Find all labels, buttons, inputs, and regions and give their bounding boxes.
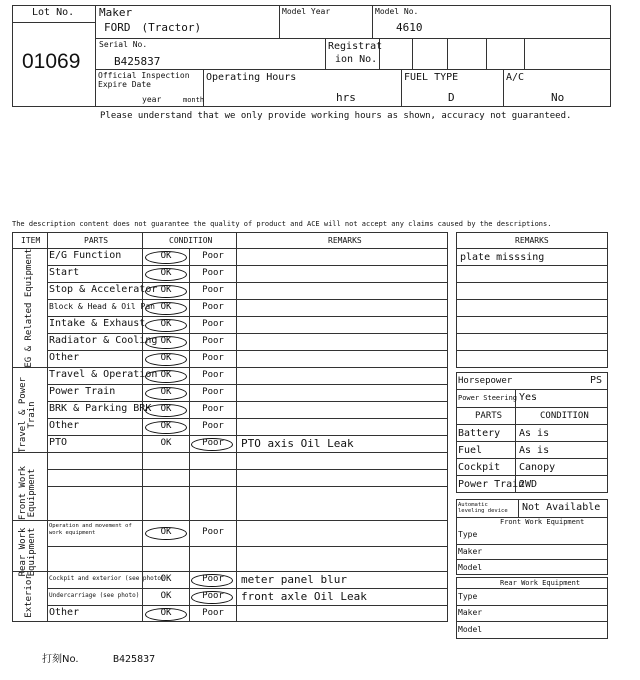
table-divider <box>236 232 237 622</box>
part-label: E/G Function <box>49 250 122 261</box>
remarks-divider <box>456 248 608 249</box>
poor-option[interactable]: Poor <box>202 353 224 363</box>
table-divider <box>47 232 48 622</box>
header-frame <box>12 5 611 107</box>
registration-label: ion No. <box>335 54 378 65</box>
serial-value: B425837 <box>114 55 161 68</box>
model-no-value: 4610 <box>396 21 423 34</box>
spec-divider <box>456 441 608 442</box>
ok-selected-mark <box>145 319 187 332</box>
header-divider <box>524 38 525 70</box>
remark-text: front axle Oil Leak <box>241 590 367 603</box>
row-divider <box>47 401 448 402</box>
rear-maker-label: Maker <box>458 608 483 617</box>
header-divider <box>325 38 326 70</box>
row-divider <box>47 350 448 351</box>
group-divider <box>12 452 448 453</box>
spec-divider <box>456 458 608 459</box>
remarks-divider <box>456 350 608 351</box>
spec-divider <box>456 475 608 476</box>
part-label: BRK & Parking BRK <box>49 403 152 414</box>
spec-condition-value: Canopy <box>519 462 556 473</box>
ok-selected-mark <box>145 302 187 315</box>
front-type-label: Type <box>458 530 478 539</box>
power-steering-label: Power Steering <box>458 394 518 402</box>
front-maker-label: Maker <box>458 547 483 556</box>
poor-option[interactable]: Poor <box>202 608 224 618</box>
part-label: Undercarriage (see photo) <box>49 591 140 599</box>
group-divider <box>12 571 448 572</box>
col-condition-header: CONDITION <box>169 236 213 245</box>
part-label: Travel & Operation <box>49 369 158 380</box>
ac-value: No <box>551 91 565 104</box>
model-no-label: Model No. <box>375 7 419 16</box>
horsepower-label: Horsepower <box>458 376 513 386</box>
ok-option[interactable]: OK <box>160 527 172 537</box>
header-divider <box>401 69 402 107</box>
remarks-divider <box>456 282 608 283</box>
auto-leveling-label: Automatic leveling device <box>458 502 508 515</box>
row-divider <box>47 316 448 317</box>
part-label: Stop & Accelerator <box>49 284 158 295</box>
ok-selected-mark <box>145 421 187 434</box>
registration-label: Registrat <box>328 41 383 52</box>
part-label: Power Train <box>49 386 116 397</box>
ok-option[interactable]: OK <box>160 608 172 618</box>
poor-option[interactable]: Poor <box>202 404 224 414</box>
table-divider <box>12 248 448 249</box>
spec-part-label: Power Train <box>458 479 525 490</box>
stamp-value: B425837 <box>113 654 156 665</box>
header-divider <box>503 69 504 107</box>
front-work-header: Front Work Equipment <box>500 518 585 526</box>
spec-condition-header: CONDITION <box>540 411 589 421</box>
remark-text: PTO axis Oil Leak <box>241 437 354 450</box>
row-divider <box>47 265 448 266</box>
ok-selected-mark <box>145 404 187 417</box>
row-divider <box>47 435 448 436</box>
maker-label: Maker <box>99 6 133 19</box>
group-label-exterior: Exterior <box>24 574 34 618</box>
front-work-divider <box>456 544 608 545</box>
poor-option[interactable]: Poor <box>202 591 224 601</box>
row-divider <box>47 486 448 487</box>
description-note: The description content does not guarantee the quality of product and ACE will not accept any claims caused by the descriptions. <box>12 220 552 228</box>
group-label-front: Front Work Equipment <box>18 465 38 521</box>
ok-option[interactable]: OK <box>160 302 172 312</box>
row-divider <box>47 282 448 283</box>
part-label: Radiator & Cooling <box>49 335 158 346</box>
ok-option[interactable]: OK <box>160 251 172 261</box>
col-parts-header: PARTS <box>84 236 109 245</box>
year-label: year <box>142 95 162 104</box>
ok-selected-mark <box>145 387 187 400</box>
ok-selected-mark <box>145 251 187 264</box>
poor-option[interactable]: Poor <box>202 387 224 397</box>
row-divider <box>47 299 448 300</box>
front-work-divider <box>456 559 608 560</box>
header-divider <box>95 69 611 70</box>
spec-condition-value: 2WD <box>519 479 538 490</box>
fuel-type-label: FUEL TYPE <box>404 72 459 83</box>
spec-condition-value: As is <box>519 428 550 439</box>
ok-selected-mark <box>145 370 187 383</box>
remarks-divider <box>456 316 608 317</box>
poor-selected-mark <box>191 574 233 587</box>
lot-number: 01069 <box>22 50 81 73</box>
row-divider <box>47 588 448 589</box>
fuel-type-value: D <box>448 91 455 104</box>
hours-note: Please understand that we only provide working hours as shown, accuracy not guaranteed. <box>100 111 572 121</box>
row-divider <box>47 384 448 385</box>
ac-label: A/C <box>506 72 525 83</box>
col-item-header: ITEM <box>21 236 41 245</box>
group-label-rear: Rear Work Equipment <box>18 527 38 577</box>
inspection-label: Expire Date <box>98 80 151 89</box>
ok-option[interactable]: OK <box>160 404 172 414</box>
ok-option[interactable]: OK <box>160 438 172 448</box>
serial-label: Serial No. <box>99 40 148 49</box>
front-model-label: Model <box>458 563 483 572</box>
poor-option[interactable]: Poor <box>202 574 224 584</box>
ok-selected-mark <box>145 285 187 298</box>
hrs-label: hrs <box>336 91 356 104</box>
part-label: Block & Head & Oil Pan <box>49 302 155 311</box>
group-label-travel: Travel & Power Train <box>18 377 38 453</box>
remark-text: meter panel blur <box>241 573 347 586</box>
ok-option[interactable]: OK <box>160 387 172 397</box>
ok-option[interactable]: OK <box>160 268 172 278</box>
spec-divider <box>456 424 608 425</box>
part-label: Other <box>49 352 80 363</box>
remarks-divider <box>456 333 608 334</box>
poor-option[interactable]: Poor <box>202 302 224 312</box>
ok-option[interactable]: OK <box>160 336 172 346</box>
remarks-divider <box>456 299 608 300</box>
rear-type-label: Type <box>458 592 478 601</box>
spec-parts-header: PARTS <box>475 411 503 421</box>
rear-work-header: Rear Work Equipment <box>500 579 581 587</box>
stamp-label: 打刻No. <box>42 654 79 665</box>
row-divider <box>47 333 448 334</box>
rear-work-divider <box>456 621 608 622</box>
group-divider <box>12 520 448 521</box>
ok-selected-mark <box>145 608 187 621</box>
part-label: Other <box>49 607 80 618</box>
poor-option[interactable]: Poor <box>202 370 224 380</box>
spec-divider <box>456 407 608 408</box>
poor-option[interactable]: Poor <box>202 336 224 346</box>
poor-option[interactable]: Poor <box>202 421 224 431</box>
remarks-divider <box>456 265 608 266</box>
row-divider <box>47 418 448 419</box>
part-label: Operation and movement of work equipment <box>49 523 132 537</box>
col-remarks-header: REMARKS <box>328 236 362 245</box>
header-divider <box>95 5 96 107</box>
maker-value: FORD (Tractor) <box>104 21 202 34</box>
header-divider <box>12 22 96 23</box>
part-label: Other <box>49 420 80 431</box>
rear-model-label: Model <box>458 625 483 634</box>
group-divider <box>12 367 448 368</box>
group-label-eg: EG & Related Equipment <box>24 248 34 368</box>
row-divider <box>47 469 448 470</box>
ok-option[interactable]: OK <box>160 319 172 329</box>
horsepower-unit: PS <box>590 375 603 386</box>
rear-work-divider <box>456 588 608 589</box>
header-divider <box>486 38 487 70</box>
ok-selected-mark <box>145 268 187 281</box>
operating-hours-label: Operating Hours <box>206 72 297 83</box>
poor-option[interactable]: Poor <box>202 251 224 261</box>
rear-work-divider <box>456 605 608 606</box>
ok-selected-mark <box>145 527 187 540</box>
spec-condition-value: As is <box>519 445 550 456</box>
ok-option[interactable]: OK <box>160 353 172 363</box>
ok-option[interactable]: OK <box>160 285 172 295</box>
inspection-label: Official Inspection <box>98 71 190 80</box>
part-label: Intake & Exhaust <box>49 318 146 329</box>
spec-part-label: Battery <box>458 428 501 439</box>
ok-option[interactable]: OK <box>160 591 172 601</box>
part-label: Start <box>49 267 80 278</box>
month-label: month <box>183 96 205 104</box>
ok-selected-mark <box>145 353 187 366</box>
header-divider <box>95 38 611 39</box>
poor-selected-mark <box>191 438 233 451</box>
header-divider <box>279 5 280 39</box>
ok-selected-mark <box>145 336 187 349</box>
remarks-text: plate misssing <box>460 252 545 263</box>
lot-label: Lot No. <box>32 7 75 18</box>
poor-option[interactable]: Poor <box>202 527 224 537</box>
spec-part-label: Fuel <box>458 445 483 456</box>
row-divider <box>47 605 448 606</box>
ok-option[interactable]: OK <box>160 421 172 431</box>
remarks-header: REMARKS <box>515 236 549 245</box>
part-label: Cockpit and exterior (see photo) <box>49 574 165 582</box>
poor-option[interactable]: Poor <box>202 285 224 295</box>
header-divider <box>372 5 373 39</box>
model-year-label: Model Year <box>282 7 331 16</box>
poor-option[interactable]: Poor <box>202 319 224 329</box>
power-steering-value: Yes <box>519 392 538 403</box>
auto-leveling-value: Not Available <box>522 502 601 513</box>
row-divider <box>47 546 448 547</box>
poor-option[interactable]: Poor <box>202 268 224 278</box>
ok-option[interactable]: OK <box>160 574 172 584</box>
front-work-divider <box>518 499 519 517</box>
spec-divider <box>456 389 608 390</box>
part-label: PTO <box>49 437 68 448</box>
spec-divider <box>515 389 516 493</box>
header-divider <box>447 38 448 70</box>
header-divider <box>412 38 413 70</box>
poor-option[interactable]: Poor <box>202 438 224 448</box>
ok-option[interactable]: OK <box>160 370 172 380</box>
poor-selected-mark <box>191 591 233 604</box>
spec-part-label: Cockpit <box>458 462 501 473</box>
